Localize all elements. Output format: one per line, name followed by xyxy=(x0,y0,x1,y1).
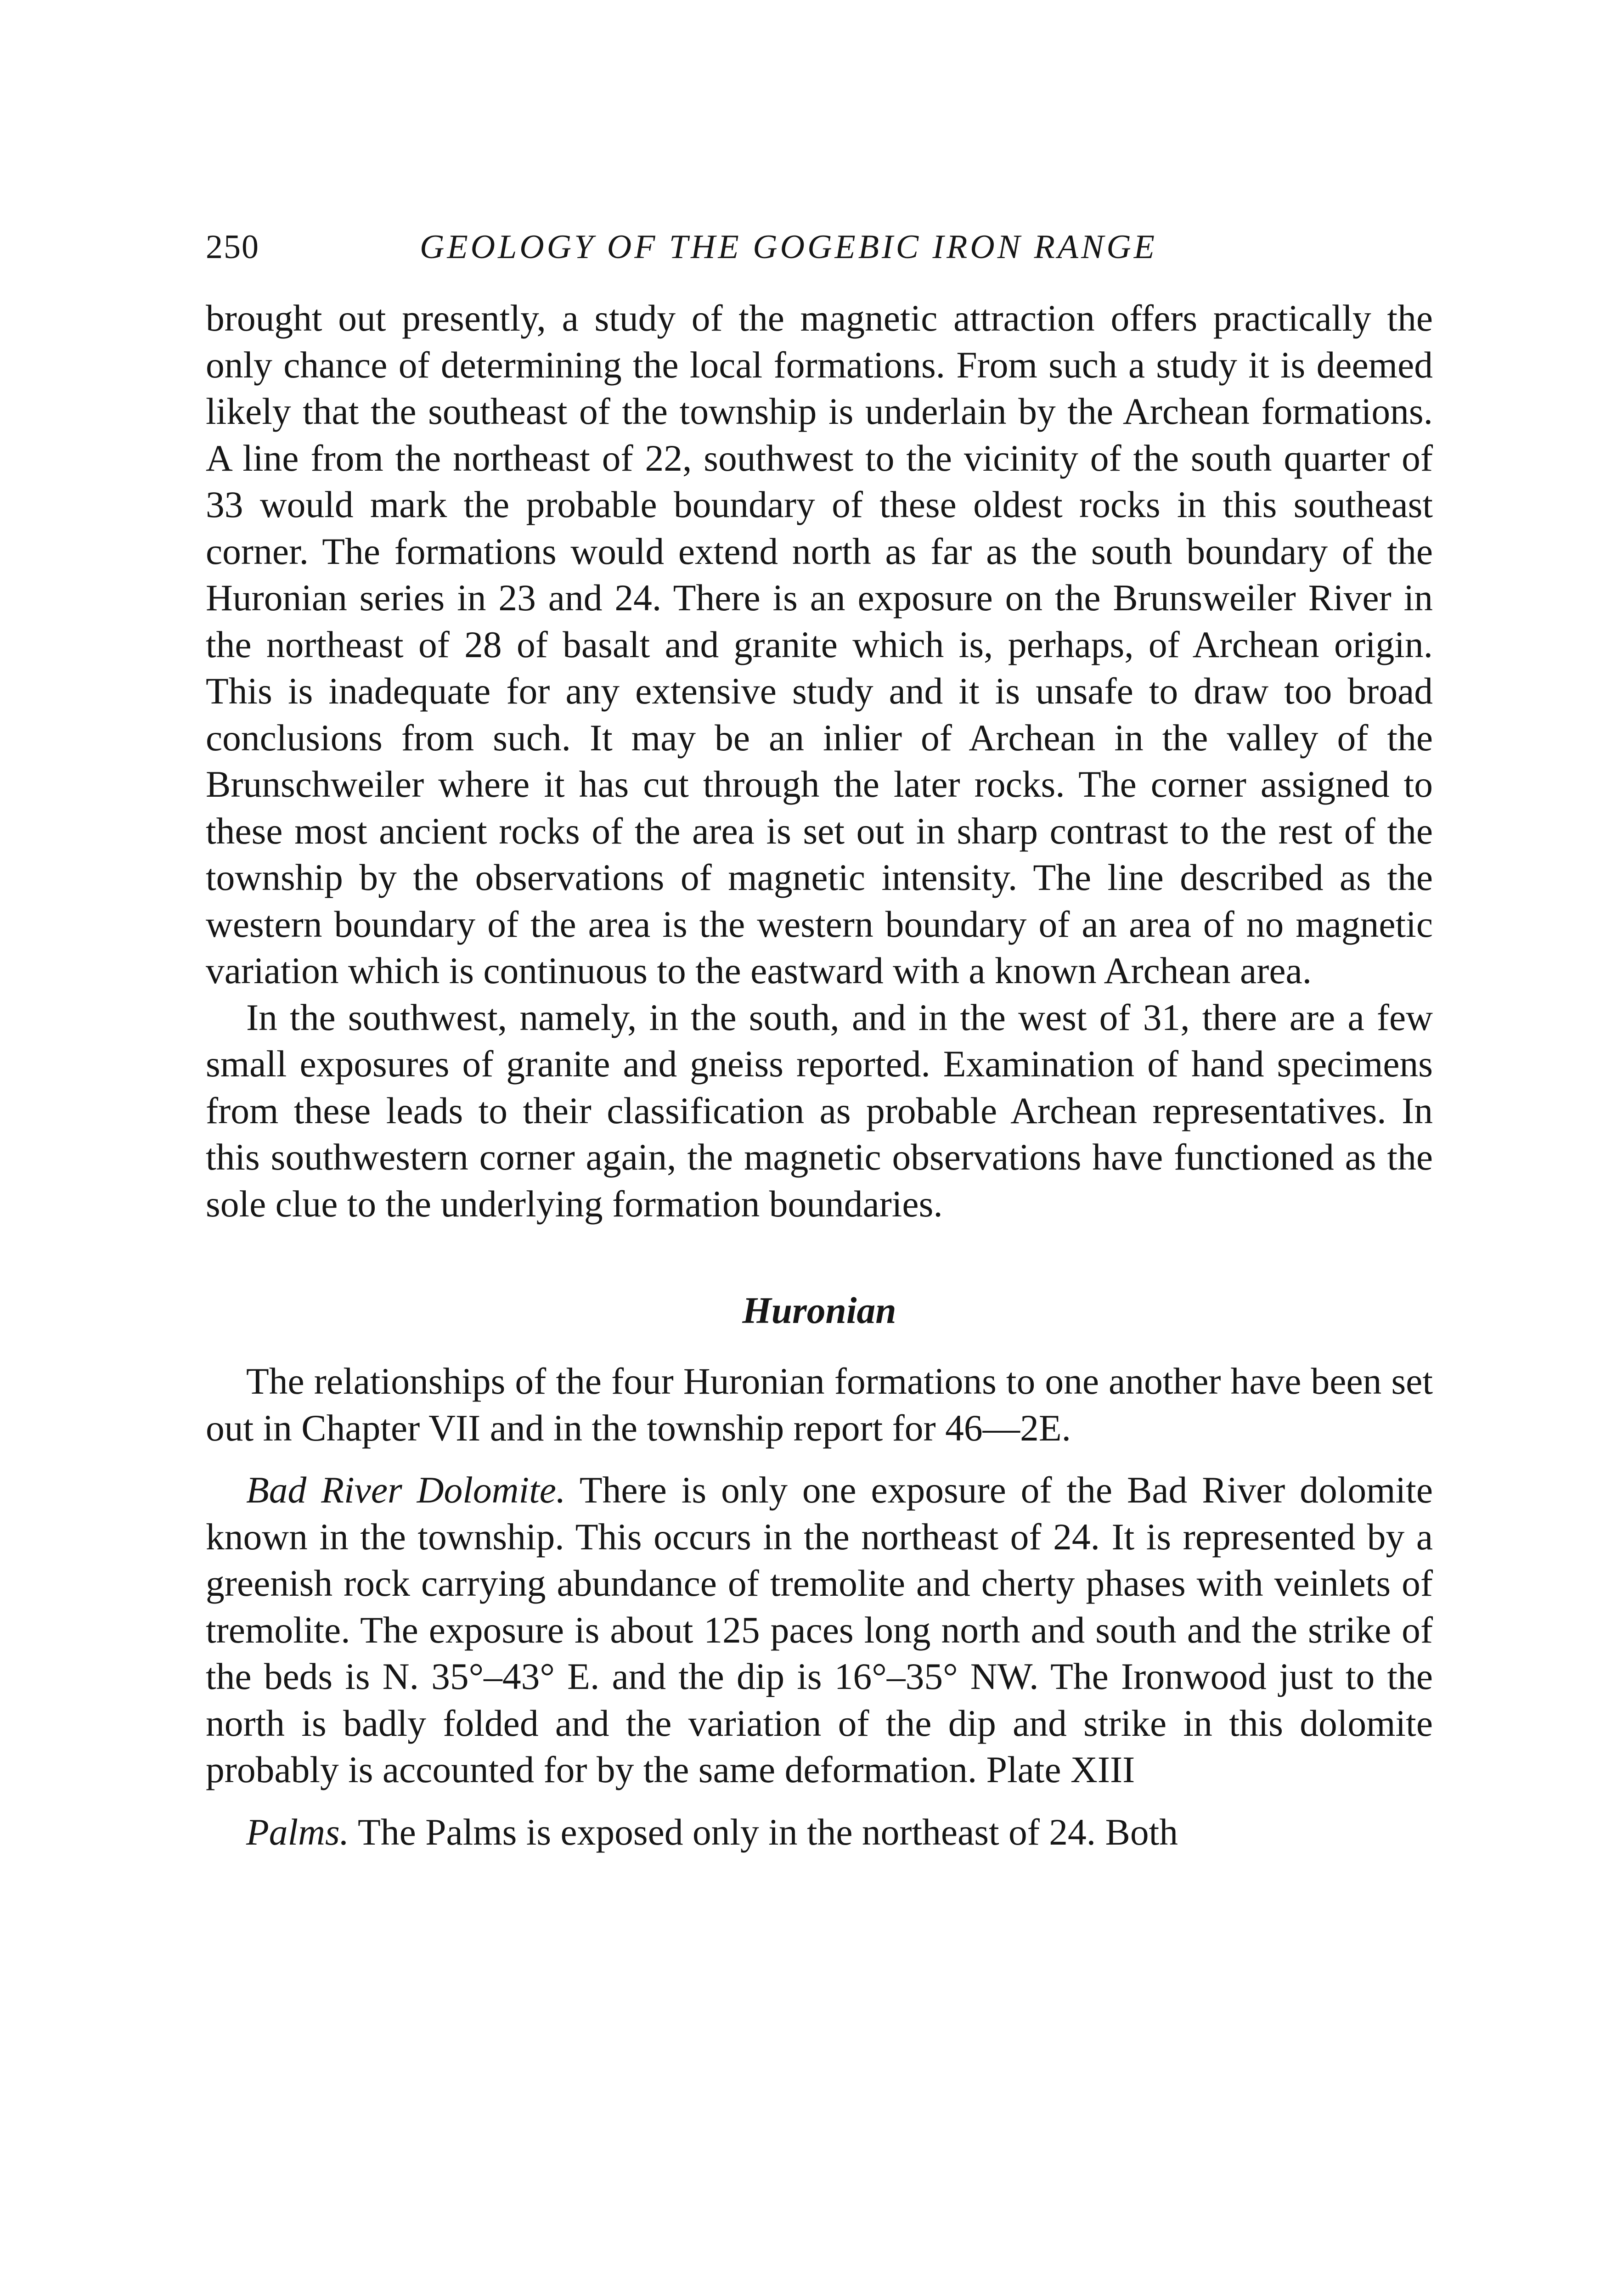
page-number: 250 xyxy=(206,228,259,266)
paragraph-palms xyxy=(206,1809,1433,1856)
paragraph-archean-southeast: brought out presently, a study of the magnetic attraction offers practically the only chance of determining the local formations. From such a study it is deemed likely that the southeast of the township is underlain by the Archean formations. A line from the northeast of 22, southwest to the vicinity of the south quarter of 33 would mark the probable boundary of these oldest rocks in this southeast corner. The formations would extend north as far as the south boundary of the Huronian series in 23 and 24. There is an exposure on the Brunsweiler River in the northeast of 28 of basalt and granite which is, perhaps, of Archean origin. This is inadequate for any extensive study and it is unsafe to draw too broad conclusions from such. It may be an inlier of Archean in the valley of the Brunschweiler where it has cut through the later rocks. The corner assigned to these most ancient rocks of the area is set out in sharp contrast to the rest of the township by the observations of magnetic intensity. The line described as the western boundary of the area is the western boundary of an area of no magnetic variation which is continuous to the eastward with a known Archean area. xyxy=(206,297,1433,991)
run-in-heading-bad-river-dolomite: Bad River Dolomite. xyxy=(246,1469,566,1511)
paragraph-bad-river-dolomite-text: There is only one exposure of the Bad River dolomite known in the township. This occurs in the northeast of 24. It is represented by a greenish rock carrying abundance of tremolite and cherty phases with veinlets of tremolite. The exposure is about 125 paces long north and south and the strike of the beds is N. 35°–43° E. and the dip is 16°–35° NW. The Ironwood just to the north is badly folded and the variation of the dip and strike in this dolomite probably is accounted for by the same deformation. Plate XIII xyxy=(206,1469,1433,1790)
chapter-title: GEOLOGY OF THE GOGEBIC IRON RANGE xyxy=(420,228,1157,266)
running-head xyxy=(206,219,1437,275)
paragraph-palms-text: The Palms is exposed only in the northeast of 24. Both xyxy=(358,1811,1178,1853)
section-heading-huronian: Huronian xyxy=(742,1289,896,1331)
run-in-heading-palms: Palms. xyxy=(246,1811,349,1853)
paragraph-bad-river-dolomite xyxy=(206,1467,1433,1793)
paragraph-huronian-relationships: The relationships of the four Huronian formations to one another have been set out in Chapter VII and in the township report for 46—2E. xyxy=(206,1360,1433,1449)
body-text xyxy=(206,295,1433,1855)
paragraph-archean-southwest: In the southwest, namely, in the south, and in the west of 31, there are a few small exposures of granite and gneiss reported. Examination of hand specimens from these leads to their classification as probable Archean representatives. In this southwestern corner again, the magnetic observations have functioned as the sole clue to the underlying formation boundaries. xyxy=(206,996,1433,1225)
